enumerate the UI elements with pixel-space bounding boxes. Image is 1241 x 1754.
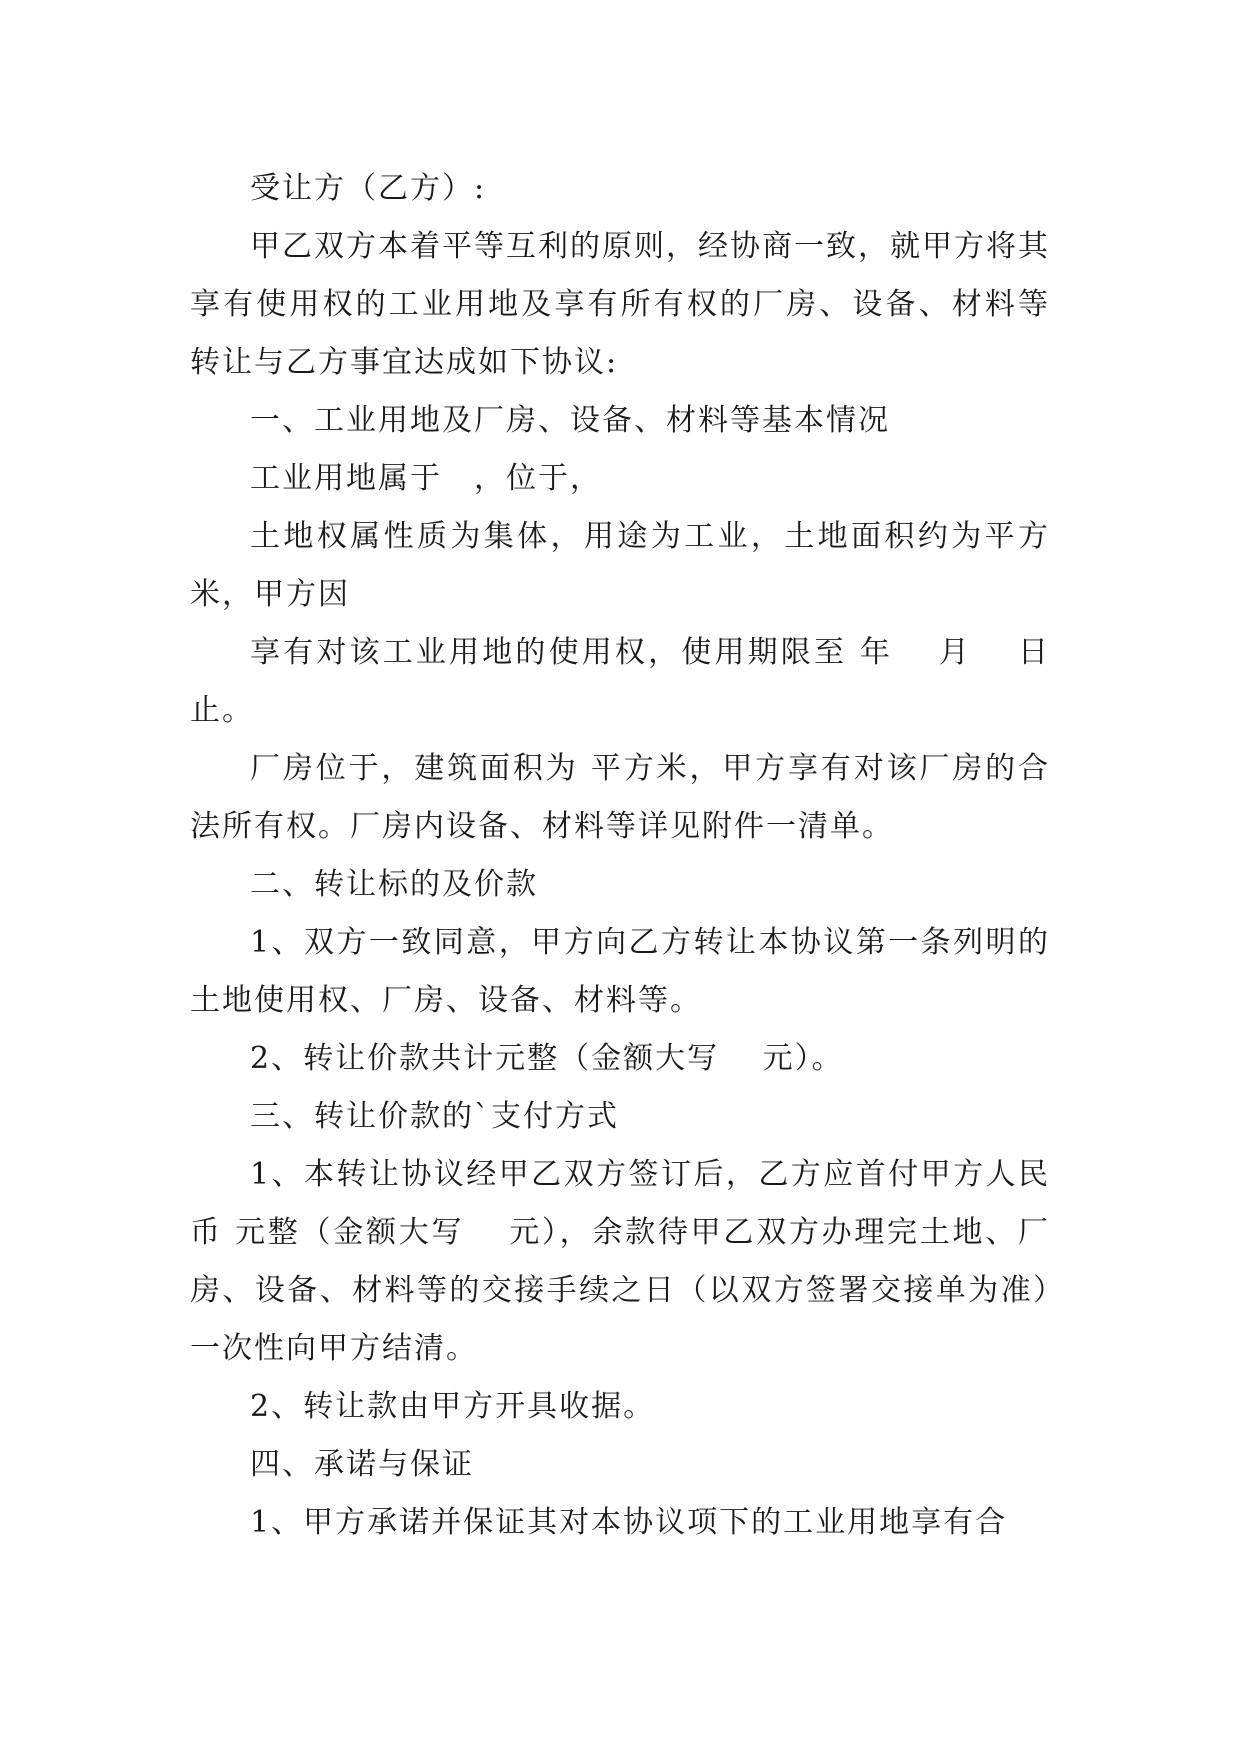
clause-3-2: 2、转让款由甲方开具收据。 bbox=[250, 1389, 656, 1424]
section-heading-1: 一、工业用地及厂房、设备、材料等基本情况 bbox=[250, 403, 890, 438]
section-heading-2: 二、转让标的及价款 bbox=[250, 867, 538, 902]
paragraph-land-ownership: 工业用地属于 ，位于， bbox=[250, 461, 602, 496]
clause-2-1: 1、双方一致同意，甲方向乙方转让本协议第一条列明的土地使用权、厂房、设备、材料等。 bbox=[190, 925, 1050, 1018]
clause-3-1: 1、本转让协议经甲乙双方签订后，乙方应首付甲方人民币 元整（金额大写 元），余款待甲乙双方办理完土地、厂房、设备、材料等的交接手续之日（以双方签署交接单为准）一次性向甲方结清。 bbox=[190, 1157, 1050, 1366]
paragraph-land-nature: 土地权属性质为集体，用途为工业，土地面积约为平方米，甲方因 bbox=[190, 519, 1050, 612]
clause-4-1: 1、甲方承诺并保证其对本协议项下的工业用地享有合 bbox=[250, 1505, 1008, 1540]
section-heading-4: 四、承诺与保证 bbox=[250, 1447, 474, 1482]
section-heading-3: 三、转让价款的`支付方式 bbox=[250, 1099, 619, 1134]
paragraph-transferee: 受让方（乙方）: bbox=[250, 171, 487, 206]
clause-2-2: 2、转让价款共计元整（金额大写 元）。 bbox=[250, 1041, 844, 1076]
paragraph-factory: 厂房位于，建筑面积为 平方米，甲方享有对该厂房的合法所有权。厂房内设备、材料等详见附件一清单。 bbox=[190, 751, 1050, 844]
document-body bbox=[190, 160, 1050, 1552]
paragraph-preamble: 甲乙双方本着平等互利的原则，经协商一致，就甲方将其享有使用权的工业用地及享有所有权的厂房、设备、材料等转让与乙方事宜达成如下协议: bbox=[190, 229, 1050, 380]
paragraph-land-term: 享有对该工业用地的使用权，使用期限至 年 月 日止。 bbox=[190, 635, 1050, 728]
